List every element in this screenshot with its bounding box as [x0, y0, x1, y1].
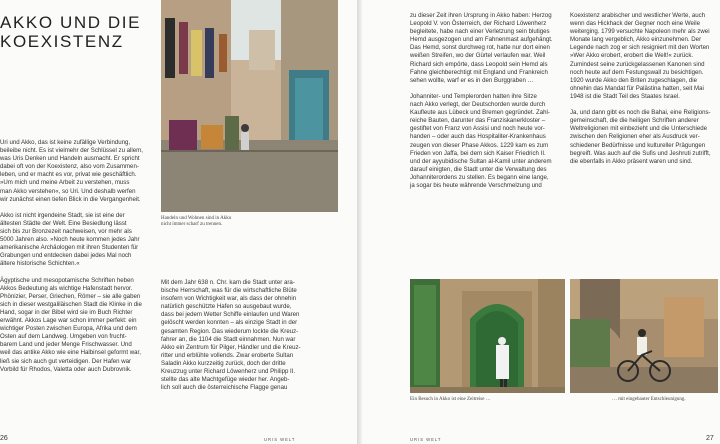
photo-caption-right: … mit eingebauter Entschleunigung. — [612, 397, 686, 402]
text-column-left-1 — [0, 139, 152, 382]
paragraph: zu dieser Zeit ihren Ursprung in Akko haben: Herzog Leopold V. von Österreich, der Richard Löwenherz begleitete, habe nach einer Verletzung sein blutiges Hemd ausgezogen und am Fahnenmast aufgehängt. Das Hemd, sonst durchweg rot, hatte nur dort einen weißen Streifen, wo der Gürtel verlaufen war. Weil Richard sich empörte, dass Leopold sein Hemd als Fahne gleichberechtigt mit England und Frankreich sehen wollte, warf er es in den Burggraben … — [410, 12, 553, 84]
page-title: AKKO UND DIE KOEXISTENZ — [0, 13, 142, 51]
market-street-illustration — [161, 0, 338, 212]
page-number: 27 — [706, 435, 714, 442]
paragraph: Ägyptische und mesopotamische Schriften heben Akkos Bedeutung als wichtige Hafenstadt hervor. Phönizier, Perser, Griechen, Römer – sie alle gaben sich in dieser westgaliläischen Stadt die Klinke in die Hand, sogar in der Bibel wird sie im Buch Richter erwähnt. Akkos Lage war schon immer perfekt: ein wichtiger Posten zwischen Europa, Afrika und dem Osten auf dem Landweg. Umgeben von frucht- barem Land und jeder Menge Frischwasser. Und weil das antike Akko wie eine Halbinsel geformt war, ließ sie sich auch gut verteidigen. Der Hafen war Vorbild für Rhodos, Valetta oder auch Dubrovnik. — [0, 276, 142, 373]
text-column-right-2 — [570, 12, 715, 174]
paragraph: Koexistenz arabischer und westlicher Werte, auch wenn das Hickhack der Gegner noch eine Weile weiterging. 1799 versuchte Napoleon mehr als zwei Monate lang vergeblich, Akko einzunehmen. Der Legende nach zog er sich resigniert mit den Worten »Wer Akko erobert, erobert die Welt!« zurück. Zumindest seine zurückgelassenen Kanonen sind noch heute auf dem Festungswall zu besichtigen. 1920 wurde Akko den Briten zugeschlagen, die ohnehin das Mandat für Palästina hatten, seit Mai 1948 ist die Stadt Teil des Staates Israel. — [570, 12, 710, 100]
paragraph: Johanniter- und Templerorden hatten ihre Sitze nach Akko verlegt, der Deutschorden wurde durch Kaufleute aus Lübeck und Bremen gegründet. Zahl- reiche Bauten, darunter das Franziskanerkloster – gestiftet von Franz von Assisi und noch heute vor- handen – oder auch das Hospitaliter-Krankenhaus zeugen von dieser Phase Akkos. 1229 kam es zum Frieden von Jaffa, bei dem sich Kaiser Friedrich II. und der ayyubidische Sultan al-Kamil unter anderem darauf einigten, die Stadt unter die Verwaltung des Johanniterordens zu stellen. Es begann eine lange, ja sogar bis heute währende Verschmelzung und — [410, 92, 552, 189]
paragraph: Ja, und dann gibt es noch die Bahai, eine Religions- gemeinschaft, die die heiligen Schriften anderer Weltreligionen mit einbezieht und die Unterschiede zwischen den Religionen eher als Ausdruck ver- schiedener Bedürfnisse und kultureller Prägungen begreift. Was auch auf die Sufis und Jeshruti zutrifft, die ebenfalls in Akko präsent waren und sind. — [570, 109, 711, 165]
right-page — [362, 0, 720, 444]
photo-green-door — [410, 279, 565, 393]
paragraph: Uri und Akko, das ist keine zufällige Verbindung, beileibe nicht. Es ist vielmehr der Schlüssel zu allem, was Uris Denken und Handeln ausmacht. Er spricht dabei oft von der Koexistenz, also vom Zusammen- leben, und er macht es vor, privat wie geschäftlich. »Um mich und meine Arbeit zu verstehen, muss man Akko verstehen«, so Uri. Und deshalb werfen wir zunächst einen tiefen Blick in die Vergangenheit. — [0, 139, 143, 203]
green-door-illustration — [410, 279, 565, 393]
photo-market-street — [161, 0, 338, 212]
photo-cyclist — [570, 279, 718, 393]
photo-caption: Handeln und Wohnen sind in Akko nicht immer scharf zu trennen. — [161, 216, 232, 228]
paragraph: Mit dem Jahr 638 n. Chr. kam die Stadt unter ara- bische Herrschaft, was für die wirtschaftliche Blüte insofern von Wichtigkeit war, als dass der ohnehin natürlich geschützte Hafen so ausgebaut wurde, dass bei jedem Wetter Schiffe einlaufen und Waren gelöscht werden konnten – als einzige Stadt in der gesamten Region. Das wiederum lockte die Kreuz- fahrer an, die 1104 die Stadt einnahmen. Nun war Akko ein Zentrum für Pilger, Händler und die Kreuz- ritter und erblühte vollends. Zwar eroberte Sultan Saladin Akko kurzzeitig zurück, doch der dritte Kreuzzug unter Richard Löwenherz und Philipp II. stellte das alte Machtgefüge wieder her. Angeb- lich soll auch die österreichische Flagge genau — [161, 279, 301, 392]
running-head: URIS WELT — [264, 437, 296, 442]
page-number: 26 — [0, 435, 8, 442]
text-column-left-2 — [161, 279, 341, 400]
photo-caption-left: Ein Besuch in Akko ist eine Zeitreise … — [410, 397, 491, 402]
running-head: URIS WELT — [410, 437, 442, 442]
cyclist-illustration — [570, 279, 718, 393]
left-page — [0, 0, 357, 444]
paragraph: Akko ist nicht irgendeine Stadt, sie ist eine der ältesten Städte der Welt. Eine Besiedlung lässt sich bis zur Bronzezeit nachweisen, vor mehr als 5000 Jahren also. »Noch heute kommen jedes Jahr amerikanische Archäologen mit ihren Studenten für Grabungen und entdecken dabei jedes Mal noch ältere historische Schichten.« — [0, 211, 140, 268]
text-column-right-1 — [410, 12, 562, 198]
